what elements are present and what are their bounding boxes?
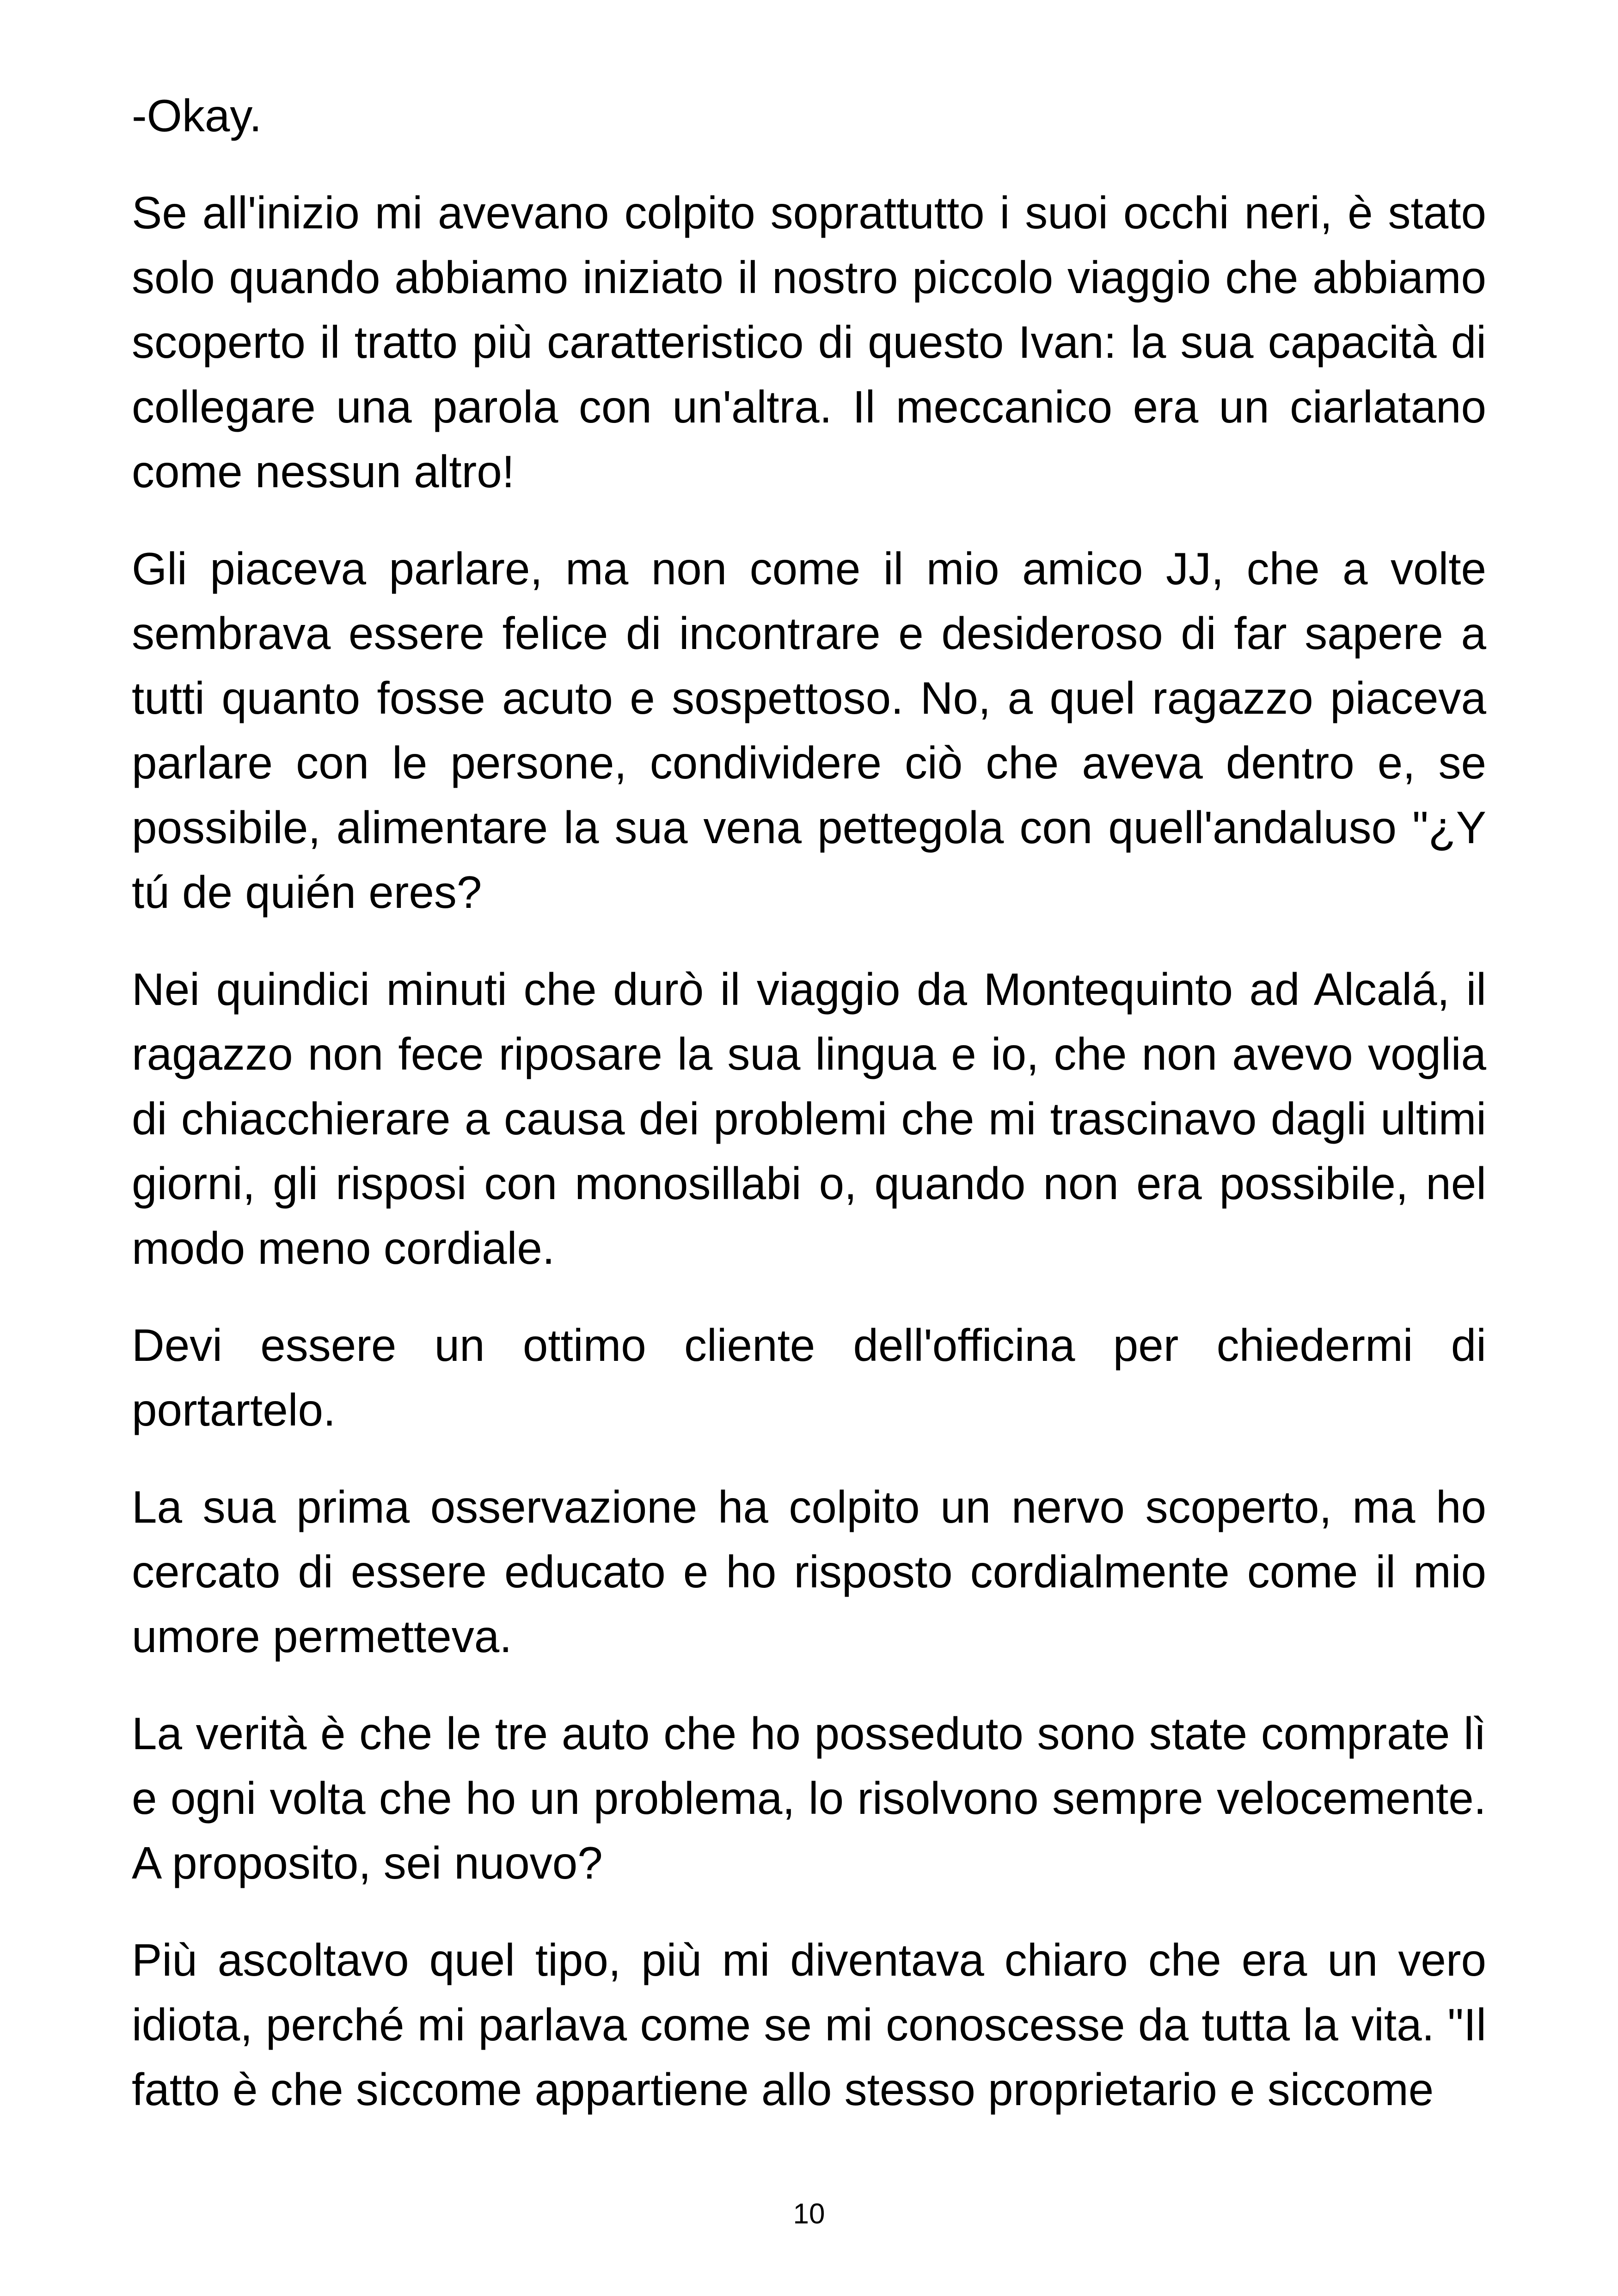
body-text — [132, 83, 1486, 2154]
paragraph-2: Se all'inizio mi avevano colpito soprattutto i suoi occhi neri, è stato solo quando abbiamo iniziato il nostro piccolo viaggio che abbiamo scoperto il tratto più caratteristico di questo Ivan: la sua capacità di collegare una parola con un'altra. Il meccanico era un ciarlatano come nessun altro! — [132, 187, 1486, 497]
paragraph-5: Devi essere un ottimo cliente dell'officina per chiedermi di portartelo. — [132, 1320, 1486, 1435]
paragraph-4: Nei quindici minuti che durò il viaggio da Montequinto ad Alcalá, il ragazzo non fece riposare la sua lingua e io, che non avevo voglia di chiacchierare a causa dei problemi che mi trascinavo dagli ultimi giorni, gli risposi con monosillabi o, quando non era possibile, nel modo meno cordiale. — [132, 964, 1486, 1274]
paragraph-6: La sua prima osservazione ha colpito un nervo scoperto, ma ho cercato di essere educato e ho risposto cordialmente come il mio umore permetteva. — [132, 1482, 1486, 1662]
page-number: 10 — [793, 2198, 825, 2230]
paragraph-3: Gli piaceva parlare, ma non come il mio amico JJ, che a volte sembrava essere felice di incontrare e desideroso di far sapere a tutti quanto fosse acuto e sospettoso. No, a quel ragazzo piaceva parlare con le persone, condividere ciò che aveva dentro e, se possibile, alimentare la sua vena pettegola con quell'andaluso "¿Y tú de quién eres? — [132, 543, 1486, 918]
paragraph-1: -Okay. — [132, 90, 262, 141]
paragraph-7: La verità è che le tre auto che ho posseduto sono state comprate lì e ogni volta che ho un problema, lo risolvono sempre velocemente. A proposito, sei nuovo? — [132, 1708, 1486, 1888]
paragraph-8: Più ascoltavo quel tipo, più mi diventava chiaro che era un vero idiota, perché mi parlava come se mi conoscesse da tutta la vita. "Il fatto è che siccome appartiene allo stesso proprietario e siccome — [132, 1935, 1486, 2115]
